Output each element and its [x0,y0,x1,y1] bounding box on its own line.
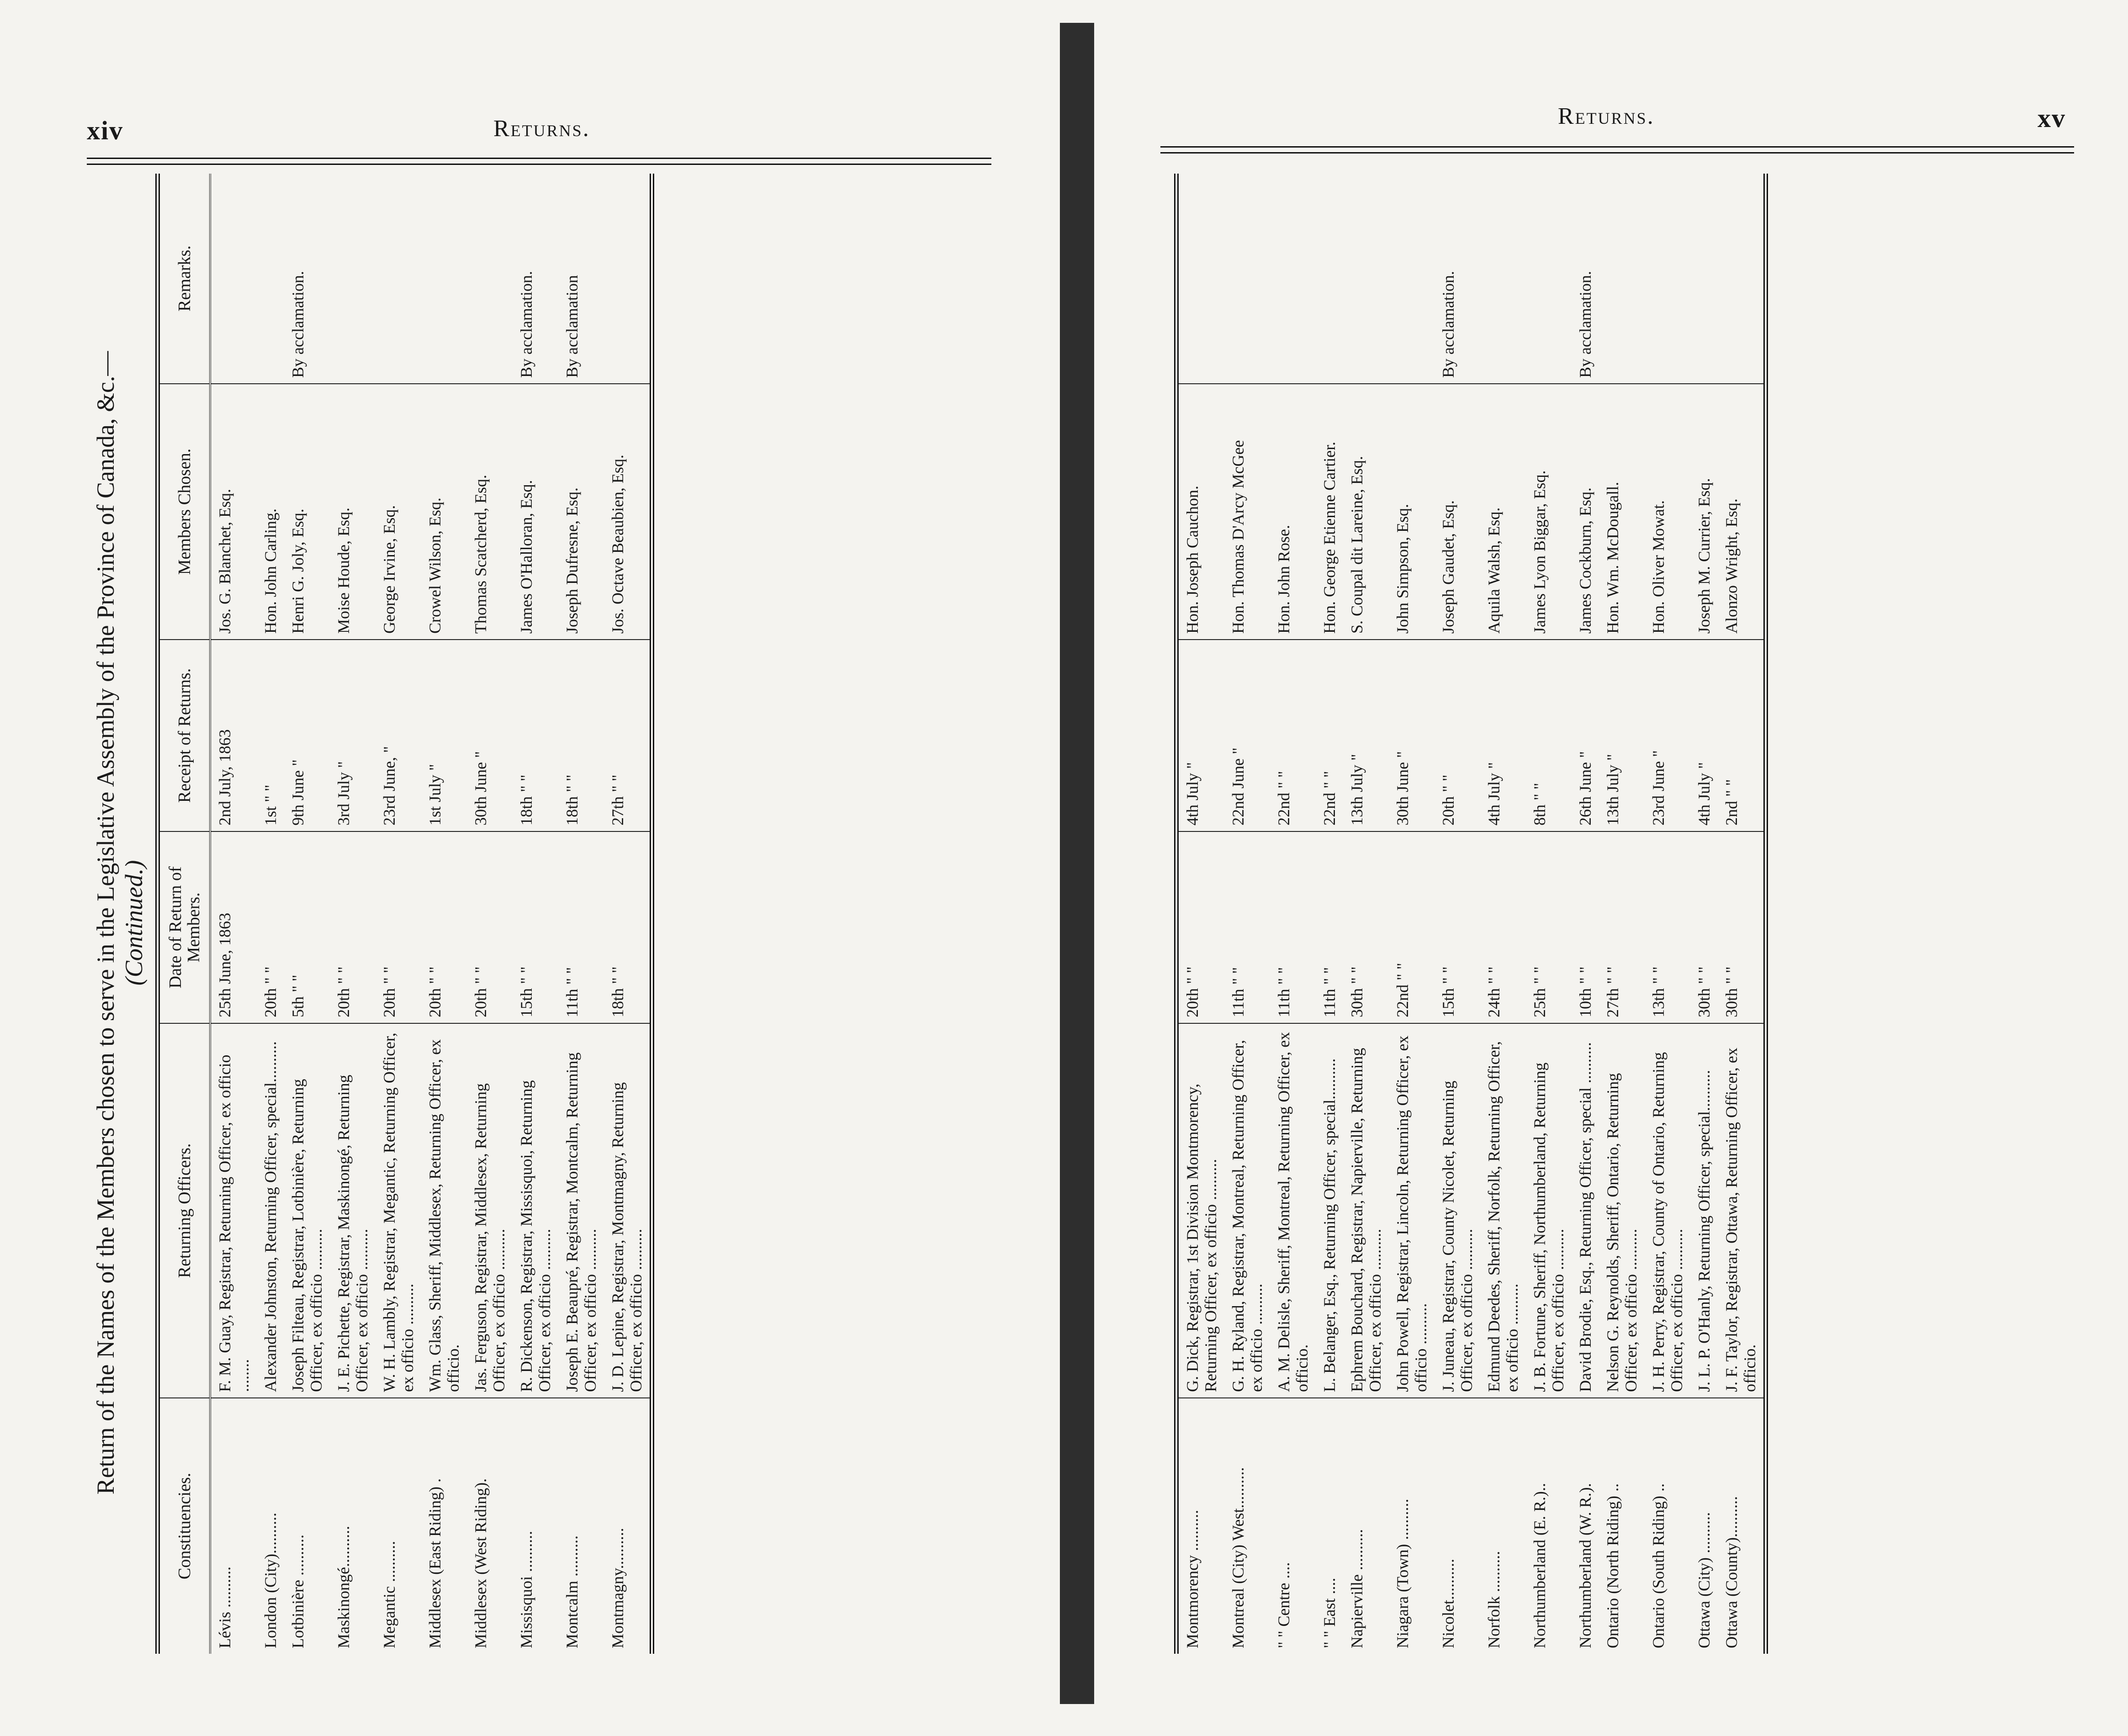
constituency: Nicolet.......... [1439,1559,1457,1648]
remarks [1718,174,1766,384]
constituency: Northumberland (W. R.). [1576,1483,1594,1648]
table-row [284,174,330,1654]
running-head: Returns. [493,116,590,142]
page-number: xv [2038,103,2066,133]
returns-table-left [155,174,654,1654]
receipt-of-return: 20th " " [1435,640,1480,831]
date-of-return: 20th " " [257,831,284,1023]
remarks [257,174,284,384]
constituency: Ottawa (City) .......... [1695,1512,1713,1648]
constituency: Northumberland (E. R.).. [1530,1483,1549,1648]
receipt-of-return: 13th July " [1599,640,1645,831]
constituency: Ottawa (County).......... [1722,1496,1741,1648]
remarks [1690,174,1718,384]
receipt-of-return: 1st " " [257,640,284,831]
receipt-of-return: 9th June " [284,640,330,831]
date-of-return: 10th " " [1572,831,1599,1023]
table-row [1224,174,1270,1654]
receipt-of-return: 26th June " [1572,640,1599,831]
returning-officer: John Powell, Registrar, Lincoln, Returning Officer, ex officio .......... [1389,1023,1435,1398]
remarks [467,174,513,384]
constituency: Montmagny.......... [609,1528,627,1648]
table-row [558,174,604,1654]
member-chosen: Hon. Joseph Cauchon. [1176,384,1224,640]
table-row [1599,174,1645,1654]
constituency: " " East .... [1320,1577,1339,1648]
member-chosen: Joseph Dufresne, Esq. [558,384,604,640]
returning-officer: Ephrem Bouchard, Registrar, Napierville, Returning Officer, ex officio .......... [1343,1023,1389,1398]
returning-officer: Wm. Glass, Sheriff, Middlesex, Returning Officer, ex officio. [421,1023,467,1398]
header-constituencies: Constituencies. [158,1398,210,1654]
receipt-of-return: 22nd June " [1224,640,1270,831]
remarks [421,174,467,384]
member-chosen: Hon. Thomas D'Arcy McGee [1224,384,1270,640]
table-row [330,174,376,1654]
member-chosen: George Irvine, Esq. [376,384,421,640]
returns-table-right [1174,174,1768,1654]
receipt-of-return: 22nd " " [1316,640,1343,831]
date-of-return: 27th " " [1599,831,1645,1023]
table-row [604,174,652,1654]
rotated-caption [91,192,148,1654]
right-table-wrapper [1174,174,1768,1654]
table-row [1480,174,1526,1654]
remarks: By acclamation. [284,174,330,384]
table-row [513,174,558,1654]
constituency: Niagara (Town) .......... [1393,1498,1412,1648]
receipt-of-return: 2nd " " [1718,640,1766,831]
date-of-return: 11th " " [1224,831,1270,1023]
member-chosen: Crowel Wilson, Esq. [421,384,467,640]
member-chosen: James Cockburn, Esq. [1572,384,1599,640]
header-receipt-of-returns: Receipt of Returns. [158,640,210,831]
receipt-of-return: 23rd June, " [376,640,421,831]
table-row [1435,174,1480,1654]
constituency: Montreal (City) West.......... [1229,1467,1247,1648]
date-of-return: 20th " " [467,831,513,1023]
returning-officer: J. F. Taylor, Registrar, Ottawa, Returning Officer, ex officio. [1718,1023,1766,1398]
returning-officer: Joseph E. Beaupré, Registrar, Montcalm, Returning Officer, ex officio .......... [558,1023,604,1398]
constituency: Montcalm .......... [563,1535,581,1648]
returning-officer: J. E. Pichette, Registrar, Maskinongé, Returning Officer, ex officio .......... [330,1023,376,1398]
remarks: By acclamation. [513,174,558,384]
table-row [1526,174,1572,1654]
remarks [1599,174,1645,384]
remarks [1176,174,1224,384]
remarks [1316,174,1343,384]
constituency: Lévis .......... [216,1567,234,1648]
date-of-return: 15th " " [1435,831,1480,1023]
constituency: Napierville .......... [1348,1529,1366,1648]
receipt-of-return: 18th " " [513,640,558,831]
receipt-of-return: 8th " " [1526,640,1572,831]
date-of-return: 20th " " [1176,831,1224,1023]
returning-officer: J. H. Perry, Registrar, County of Ontario, Returning Officer, ex officio .......... [1645,1023,1690,1398]
remarks [1645,174,1690,384]
header-rule [1160,152,2074,153]
member-chosen: S. Coupal dit Lareine, Esq. [1343,384,1389,640]
header-returning-officers: Returning Officers. [158,1023,210,1398]
table-row [1645,174,1690,1654]
receipt-of-return: 30th June " [467,640,513,831]
receipt-of-return: 22nd " " [1270,640,1316,831]
table-row [1389,174,1435,1654]
returning-officer: David Brodie, Esq., Returning Officer, special .......... [1572,1023,1599,1398]
member-chosen: Jos. Octave Beaubien, Esq. [604,384,652,640]
header-rule [87,158,991,159]
date-of-return: 5th " " [284,831,330,1023]
member-chosen: Jos. G. Blanchet, Esq. [210,384,257,640]
returning-officer: Joseph Filteau, Registrar, Lotbinière, Returning Officer, ex officio .......... [284,1023,330,1398]
returning-officer: J. Juneau, Registrar, County Nicolet, Returning Officer, ex officio .......... [1435,1023,1480,1398]
remarks [1343,174,1389,384]
receipt-of-return: 4th July " [1480,640,1526,831]
member-chosen: Joseph M. Currier, Esq. [1690,384,1718,640]
date-of-return: 13th " " [1645,831,1690,1023]
returning-officer: J. D. Lepine, Registrar, Montmagny, Returning Officer, ex officio .......... [604,1023,652,1398]
date-of-return: 11th " " [1316,831,1343,1023]
date-of-return: 30th " " [1718,831,1766,1023]
table-row [467,174,513,1654]
remarks [1389,174,1435,384]
constituency: Montmorency .......... [1183,1510,1202,1648]
remarks: By acclamation. [1572,174,1599,384]
table-row [1690,174,1718,1654]
returning-officer: Edmund Deedes, Sheriff, Norfolk, Returning Officer, ex officio .......... [1480,1023,1526,1398]
receipt-of-return: 30th June " [1389,640,1435,831]
date-of-return: 20th " " [376,831,421,1023]
remarks [1270,174,1316,384]
receipt-of-return: 1st July " [421,640,467,831]
date-of-return: 25th " " [1526,831,1572,1023]
header-rule [87,164,991,165]
header-rule [1160,146,2074,148]
remarks: By acclamation [558,174,604,384]
table-row [1270,174,1316,1654]
book-gutter [1060,23,1094,1704]
table-header-row [158,174,210,1654]
constituency: Ontario (South Riding) .. [1649,1483,1667,1648]
remarks [604,174,652,384]
left-page [0,0,1060,1736]
table-row [1572,174,1599,1654]
receipt-of-return: 4th July " [1176,640,1224,831]
date-of-return: 20th " " [330,831,376,1023]
header-date-of-return: Date of Return of Members. [158,831,210,1023]
constituency: Middlesex (East Riding) . [426,1478,444,1648]
remarks [210,174,257,384]
table-row [210,174,257,1654]
constituency: Lotbinière .......... [289,1535,307,1648]
receipt-of-return: 27th " " [604,640,652,831]
member-chosen: John Simpson, Esq. [1389,384,1435,640]
table-caption: Return of the Names of the Members chosen to serve in the Legislative Assembly of the Province of Canada, &c.— [92,351,119,1495]
remarks [1526,174,1572,384]
returning-officer: J. B. Fortune, Sheriff, Northumberland, Returning Officer, ex officio .......... [1526,1023,1572,1398]
constituency: London (City).......... [261,1513,280,1648]
remarks [1224,174,1270,384]
date-of-return: 20th " " [421,831,467,1023]
constituency: Missisquoi .......... [517,1530,535,1648]
date-of-return: 18th " " [604,831,652,1023]
returning-officer: Alexander Johnston, Returning Officer, special.......... [257,1023,284,1398]
left-table-wrapper [155,174,654,1654]
table-row [1718,174,1766,1654]
receipt-of-return: 23rd June " [1645,640,1690,831]
date-of-return: 15th " " [513,831,558,1023]
receipt-of-return: 2nd July, 1863 [210,640,257,831]
member-chosen: Hon. Oliver Mowat. [1645,384,1690,640]
constituency: Middlesex (West Riding). [471,1478,490,1648]
returning-officer: Jas. Ferguson, Registrar, Middlesex, Returning Officer, ex officio .......... [467,1023,513,1398]
table-row [421,174,467,1654]
running-head: Returns. [1558,103,1655,129]
returning-officer: L. Belanger, Esq., Returning Officer, special.......... [1316,1023,1343,1398]
member-chosen: Hon. John Rose. [1270,384,1316,640]
date-of-return: 11th " " [1270,831,1316,1023]
returning-officer: R. Dickenson, Registrar, Missisquoi, Returning Officer, ex officio .......... [513,1023,558,1398]
returning-officer: W. H. Lambly, Registrar, Megantic, Returning Officer, ex officio .......... [376,1023,421,1398]
member-chosen: James Lyon Biggar, Esq. [1526,384,1572,640]
member-chosen: Hon. Wm. McDougall. [1599,384,1645,640]
table-row [376,174,421,1654]
remarks [376,174,421,384]
member-chosen: Henri G. Joly, Esq. [284,384,330,640]
table-row [1343,174,1389,1654]
table-caption-sub: (Continued.) [120,860,148,986]
constituency: Ontario (North Riding) .. [1604,1483,1622,1648]
returning-officer: F. M. Guay, Registrar, Returning Officer, ex officio ........ [210,1023,257,1398]
member-chosen: James O'Halloran, Esq. [513,384,558,640]
remarks: By acclamation. [1435,174,1480,384]
receipt-of-return: 3rd July " [330,640,376,831]
member-chosen: Hon. George Etienne Cartier. [1316,384,1343,640]
member-chosen: Moise Houde, Esq. [330,384,376,640]
constituency: Maskinongé.......... [334,1526,353,1648]
date-of-return: 24th " " [1480,831,1526,1023]
date-of-return: 30th " " [1690,831,1718,1023]
member-chosen: Alonzo Wright, Esq. [1718,384,1766,640]
receipt-of-return: 4th July " [1690,640,1718,831]
returning-officer: A. M. Delisle, Sheriff, Montreal, Returning Officer, ex officio. [1270,1023,1316,1398]
member-chosen: Joseph Gaudet, Esq. [1435,384,1480,640]
remarks [330,174,376,384]
page-number: xiv [87,116,124,145]
returning-officer: G. Dick, Registrar, 1st Division Montmorency, Returning Officer, ex officio .......... [1176,1023,1224,1398]
date-of-return: 22nd " " [1389,831,1435,1023]
receipt-of-return: 18th " " [558,640,604,831]
returning-officer: Nelson G. Reynolds, Sheriff, Ontario, Returning Officer, ex officio .......... [1599,1023,1645,1398]
table-row [257,174,284,1654]
member-chosen: Aquila Walsh, Esq. [1480,384,1526,640]
receipt-of-return: 13th July " [1343,640,1389,831]
table-row [1316,174,1343,1654]
member-chosen: Thomas Scatcherd, Esq. [467,384,513,640]
constituency: Megantic .......... [380,1541,398,1648]
date-of-return: 30th " " [1343,831,1389,1023]
table-row [1176,174,1224,1654]
header-members-chosen: Members Chosen. [158,384,210,640]
constituency: Norfolk .......... [1485,1551,1503,1648]
remarks [1480,174,1526,384]
constituency: " " Centre .... [1275,1562,1293,1648]
member-chosen: Hon. John Carling. [257,384,284,640]
date-of-return: 11th " " [558,831,604,1023]
header-remarks: Remarks. [158,174,210,384]
returning-officer: G. H. Ryland, Registrar, Montreal, Returning Officer, ex officio .......... [1224,1023,1270,1398]
date-of-return: 25th June, 1863 [210,831,257,1023]
returning-officer: J. L. P. O'Hanly, Returning Officer, special.......... [1690,1023,1718,1398]
right-page [1096,0,2128,1736]
